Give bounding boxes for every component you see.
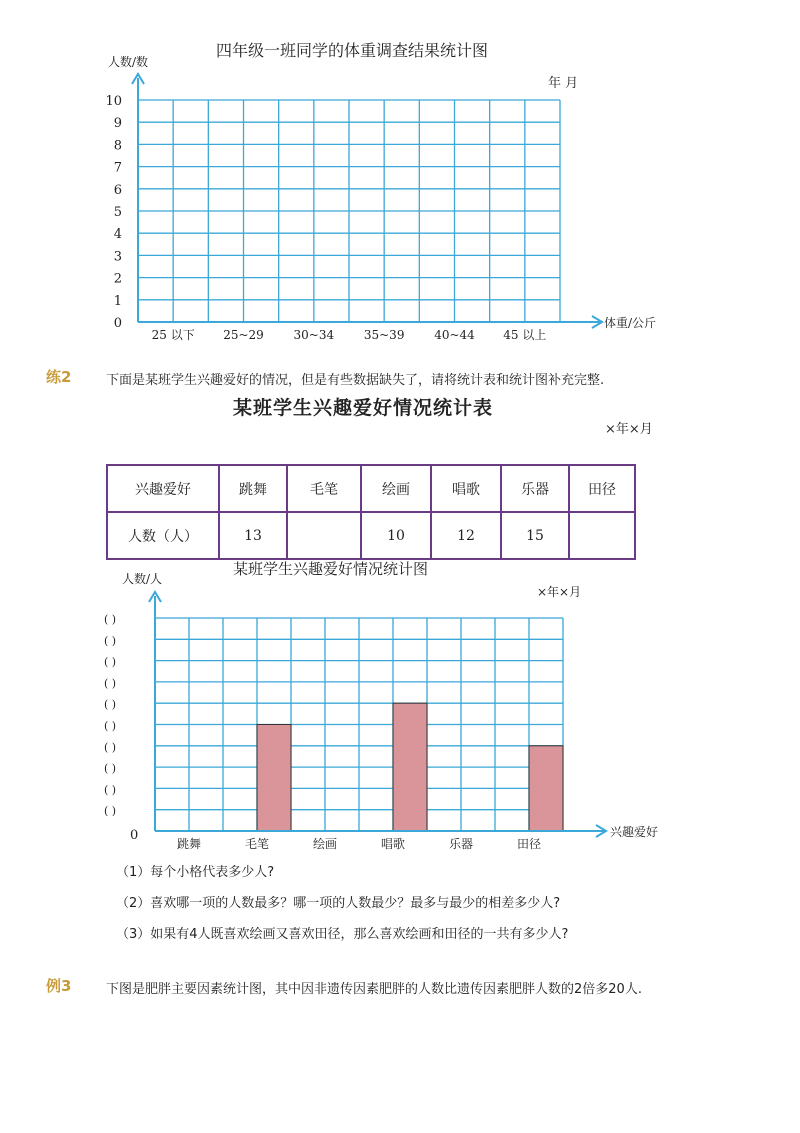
chart2-y-tick-label: ( ): [104, 804, 117, 818]
question-1: （1）每个小格代表多少人?: [116, 865, 275, 880]
chart1-x-tick-label: 45 以上: [503, 328, 547, 342]
hobby-bar-chart: [0, 560, 800, 860]
chart2-y-tick-label: ( ): [104, 740, 117, 754]
chart1-ylabel: 人数/数: [108, 55, 149, 69]
chart2-y-tick-label: ( ): [104, 698, 117, 712]
hobby-stat-table: [106, 464, 636, 560]
chart2-x-tick-label: 绘画: [312, 837, 338, 851]
chart1-axes: [132, 74, 602, 328]
table-value-athletics: [569, 512, 635, 559]
chart2-date: ×年×月: [537, 585, 582, 599]
table-col-singing: 唱歌: [431, 465, 501, 512]
chart1-x-tick-label: 40~44: [434, 328, 475, 342]
exercise2-text: 下面是某班学生兴趣爱好的情况，但是有些数据缺失了，请将统计表和统计图补充完整.: [106, 373, 605, 388]
chart2-grid: [155, 618, 563, 831]
chart1-y-tick-label: 8: [113, 138, 122, 154]
bar-3: [393, 703, 427, 831]
chart2-x-tick-label: 唱歌: [380, 837, 406, 851]
example3-text: 下图是肥胖主要因素统计图，其中因非遗传因素肥胖的人数比遗传因素肥胖人数的2倍多20人.: [106, 982, 642, 997]
table-col-athletics: 田径: [569, 465, 635, 512]
table-value-singing: 12: [431, 512, 501, 559]
chart1-xlabel: 体重/公斤: [604, 316, 657, 330]
chart1-y-tick-label: 5: [113, 205, 122, 220]
chart2-y-ticks: [104, 613, 116, 818]
table-title: 某班学生兴趣爱好情况统计表: [233, 397, 494, 419]
chart2-y-tick-label: ( ): [104, 783, 117, 797]
chart2-origin: 0: [130, 828, 139, 843]
chart2-title: 某班学生兴趣爱好情况统计图: [233, 560, 429, 578]
bar-1: [257, 725, 291, 832]
chart1-x-tick-label: 30~34: [293, 328, 335, 342]
table-value-instrument: 15: [501, 512, 569, 559]
chart1-y-ticks: [105, 94, 122, 331]
chart2-y-tick-label: ( ): [104, 719, 117, 733]
table-col-instrument: 乐器: [501, 465, 569, 512]
chart2-x-tick-label: 毛笔: [244, 837, 270, 851]
chart1-grid: [138, 100, 560, 322]
chart1-x-ticks: [152, 327, 547, 342]
chart2-xlabel: 兴趣爱好: [610, 825, 659, 839]
table-col-painting: 绘画: [361, 465, 431, 512]
chart2-x-tick-label: 跳舞: [176, 837, 202, 851]
chart1-y-tick-label: 3: [113, 249, 122, 265]
chart2-x-tick-label: 乐器: [448, 837, 474, 851]
table-col-dance: 跳舞: [219, 465, 287, 512]
chart2-x-tick-label: 田径: [516, 837, 542, 851]
chart1-y-tick-label: 4: [113, 227, 122, 243]
table-value-painting: 10: [361, 512, 431, 559]
table-header-row: [107, 465, 635, 512]
weight-grid-chart: [0, 0, 800, 360]
chart2-y-tick-label: ( ): [104, 676, 117, 690]
chart1-date-label: 年 月: [548, 76, 579, 91]
chart1-y-tick-label: 6: [113, 182, 122, 198]
chart2-y-tick-label: ( ): [104, 655, 117, 669]
question-3: （3）如果有4人既喜欢绘画又喜欢田径，那么喜欢绘画和田径的一共有多少人?: [116, 927, 569, 942]
chart2-ylabel: 人数/人: [122, 572, 163, 586]
chart1-y-tick-label: 1: [113, 293, 122, 309]
table-col-calligraphy: 毛笔: [287, 465, 361, 512]
table-row-label: 人数（人）: [107, 512, 219, 559]
table-header-label: 兴趣爱好: [107, 465, 219, 512]
chart2-y-tick-label: ( ): [104, 613, 117, 626]
chart2-y-tick-label: ( ): [104, 762, 117, 776]
chart1-x-tick-label: 25~29: [223, 328, 264, 342]
bar-5: [529, 746, 563, 831]
chart1-y-tick-label: 2: [113, 271, 122, 287]
chart1-y-tick-label: 10: [105, 94, 122, 109]
table-value-calligraphy: [287, 512, 361, 559]
example3-tag: 例3: [46, 977, 72, 995]
chart1-y-tick-label: 9: [113, 116, 122, 132]
chart1-x-tick-label: 35~39: [363, 328, 405, 342]
table-value-row: [107, 512, 635, 559]
chart1-x-tick-label: 25 以下: [151, 328, 195, 342]
chart1-title: 四年级一班同学的体重调查结果统计图: [216, 41, 489, 60]
chart2-x-ticks: [177, 836, 541, 851]
table-value-dance: 13: [219, 512, 287, 559]
chart2-y-tick-label: ( ): [104, 634, 117, 648]
table-date: ×年×月: [605, 422, 653, 437]
exercise2-tag: 练2: [46, 368, 72, 386]
chart1-y-tick-label: 0: [113, 316, 122, 331]
question-2: （2）喜欢哪一项的人数最多？哪一项的人数最少？最多与最少的相差多少人?: [116, 896, 561, 911]
chart1-y-tick-label: 7: [113, 160, 122, 176]
